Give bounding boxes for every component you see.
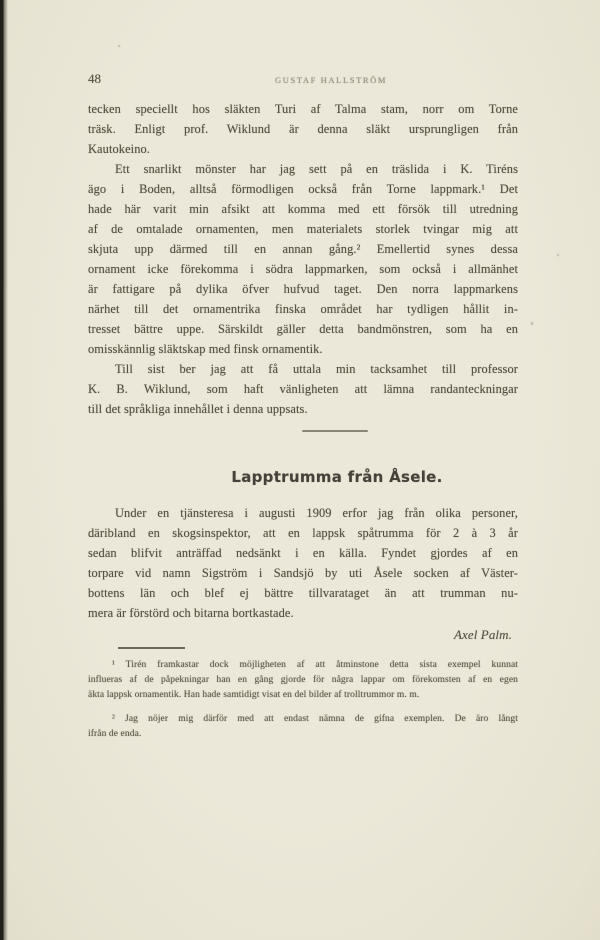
paragraph: [88, 503, 518, 623]
text-line: ² Jag nöjer mig därför med att endast nämna de gifna exemplen. De äro långt: [112, 713, 518, 724]
text-line: influeras af de påpekningar han en gång gjorde för några lappar om förekomsten af en egen: [88, 674, 518, 685]
text-line: ifrån de enda.: [88, 728, 142, 739]
text-line: äkta lappsk ornamentik. Han hade samtidigt visat en del bilder af trolltrummor m. m.: [88, 689, 420, 700]
text-line: närhet till det ornamentrika finska området har tydligen hållit in-: [88, 302, 518, 316]
text-line: hade här varit min afsikt att komma med ett försök till utredning: [88, 202, 518, 216]
scan-speck: [118, 45, 120, 47]
section-divider-rule: [302, 430, 368, 432]
text-line: sedan blifvit anträffad nedsänkt i en källa. Fyndet gjordes af en: [88, 546, 518, 560]
text-line: tecken speciellt hos släkten Turi af Talma stam, norr om Torne: [88, 102, 518, 116]
text-line: Under en tjänsteresa i augusti 1909 erfor jag från olika personer,: [115, 506, 518, 520]
text-line: af de omtalade ornamenten, men materialets storlek tvingar mig att: [88, 222, 518, 236]
text-line: Kautokeino.: [88, 142, 151, 156]
text-column: [88, 99, 518, 742]
text-line: är fattigare på dylika öfver hufvud taget. Den norra lappmarkens: [88, 282, 518, 296]
paragraph-continuation: [88, 99, 518, 159]
text-line: Ett snarlikt mönster har jag sett på en träslida i K. Tiréns: [115, 162, 518, 176]
text-line: mera är förstörd och bitarna bortkastade.: [88, 606, 294, 620]
footnote-1: [88, 658, 518, 703]
text-line: skjuta upp därmed till en annan gång.² Emellertid synes dessa: [88, 242, 518, 256]
footnote-2: [88, 712, 518, 742]
text-line: bottens län och blef ej bättre tillvarataget än att trumman nu-: [88, 586, 518, 600]
text-line: ägo i Boden, alltså förmodligen också från Torne lappmark.¹ Det: [88, 182, 518, 196]
scan-speck: [557, 254, 559, 256]
running-header: GUSTAF HALLSTRÖM: [274, 75, 388, 85]
text-line: träsk. Enligt prof. Wiklund är denna släkt ursprungligen från: [88, 122, 518, 136]
text-line: däribland en skogsinspektor, att en lappsk spåtrumma för 2 à 3 år: [88, 526, 518, 540]
section-heading: Lapptrumma från Åsele.: [231, 468, 443, 486]
page-number: 48: [88, 71, 101, 86]
page-edge-shadow: [0, 0, 8, 940]
page-header: [88, 71, 518, 89]
text-line: omisskännlig släktskap med finsk ornamentik.: [88, 342, 323, 356]
text-line: torpare vid namn Sigström i Sandsjö by uti Åsele socken af Väster-: [88, 566, 518, 580]
text-line: ornament icke förekomma i södra lappmarken, som också i allmänhet: [88, 262, 518, 276]
text-line: K. B. Wiklund, som haft vänligheten att lämna randanteckningar: [88, 382, 518, 396]
scan-speck: [531, 322, 533, 325]
author-signature: Axel Palm.: [453, 627, 512, 642]
text-line: ¹ Tirén framkastar dock möjligheten af att åtminstone detta sista exempel kunnat: [112, 659, 518, 670]
paragraph: [88, 359, 518, 419]
paragraph: [88, 159, 518, 359]
text-line: Till sist ber jag att få uttala min tacksamhet till professor: [115, 362, 518, 376]
text-line: till det språkliga innehållet i denna uppsats.: [88, 402, 308, 416]
footnote-separator-rule: [118, 647, 185, 649]
text-line: tresset bättre uppe. Särskildt gäller detta bandmönstren, som ha en: [88, 322, 518, 336]
